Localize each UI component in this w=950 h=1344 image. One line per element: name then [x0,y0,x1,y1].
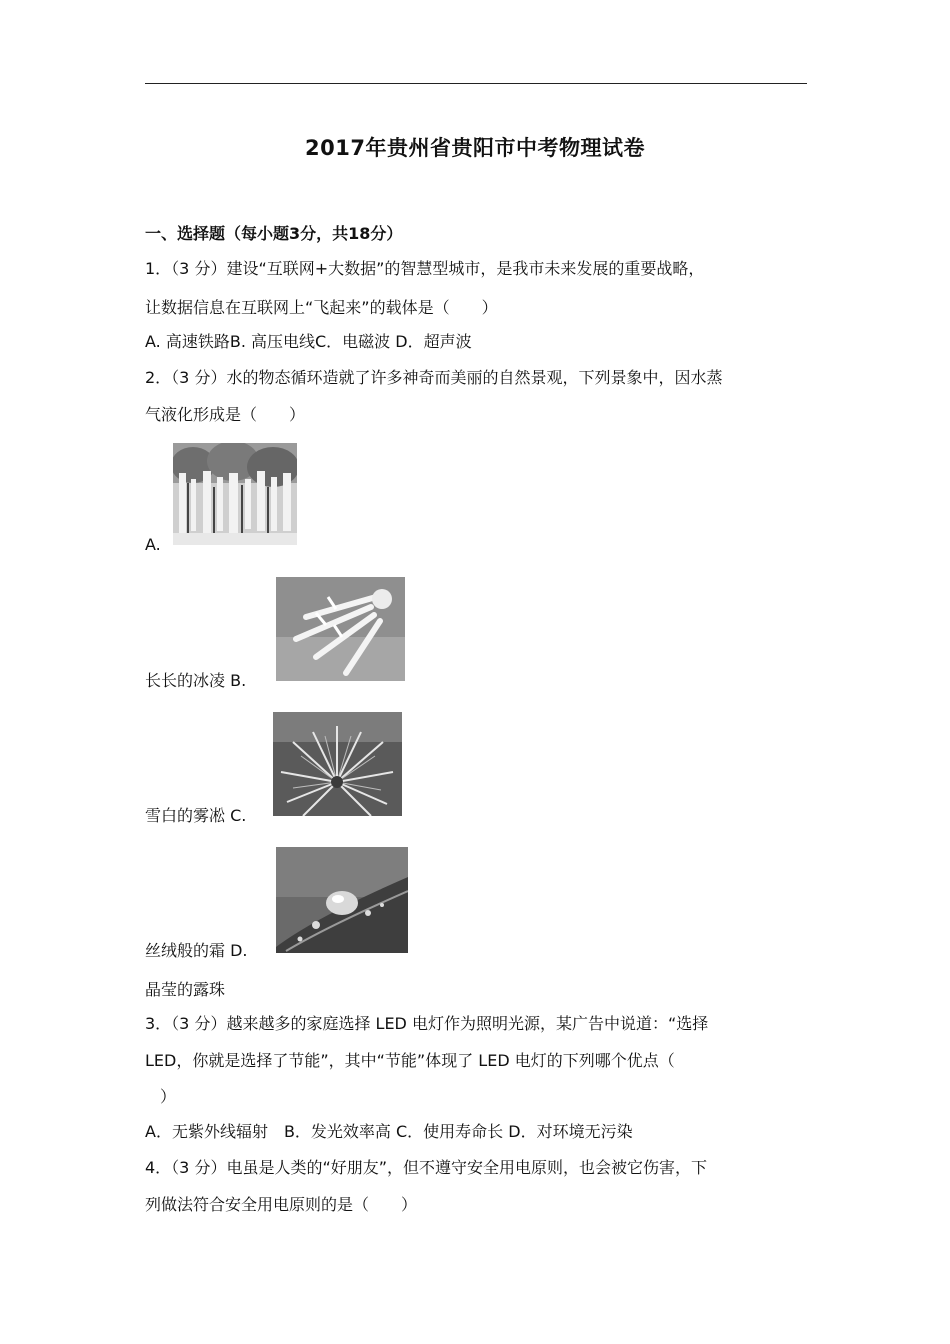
page-title: 2017年贵州省贵阳市中考物理试卷 [305,136,645,160]
q3-text-line1: 3．（3 分）越来越多的家庭选择 LED 电灯作为照明光源，某广告中说道：“选择 [145,1014,709,1033]
q2-option-d-caption: 晶莹的露珠 [145,980,226,999]
dew-photo [276,847,408,953]
q2-option-c-label: 雪白的雾凇 C. [145,806,247,825]
rime-photo [276,577,405,681]
q2-option-b-label: 长长的冰凌 B. [145,671,247,690]
q3-text-line2: LED，你就是选择了节能”，其中“节能”体现了 LED 电灯的下列哪个优点（ [145,1051,675,1070]
q1-text-line2: 让数据信息在互联网上“飞起来”的载体是（ ） [145,298,498,317]
q4-text-line1: 4．（3 分）电虽是人类的“好朋友”，但不遵守安全用电原则，也会被它伤害，下 [145,1158,708,1177]
q3-options: A．无紫外线辐射 B．发光效率高 C．使用寿命长 D．对环境无污染 [145,1122,633,1141]
q2-text-line2: 气液化形成是（ ） [145,405,306,424]
q3-text-line3: ） [160,1087,177,1106]
header-rule [145,83,807,84]
section-heading: 一、选择题（每小题3分，共18分） [145,224,403,243]
q2-option-d-label: 丝绒般的霜 D. [145,941,248,960]
q2-option-a-label: A. [145,535,161,554]
q2-text-line1: 2．（3 分）水的物态循环造就了许多神奇而美丽的自然景观，下列景象中，因水蒸 [145,368,723,387]
icicle-photo [173,443,297,545]
q1-options: A. 高速铁路B. 高压电线C．电磁波 D．超声波 [145,332,472,351]
q1-text-line1: 1．（3 分）建设“互联网+大数据”的智慧型城市，是我市未来发展的重要战略， [145,259,705,278]
q4-text-line2: 列做法符合安全用电原则的是（ ） [145,1195,418,1214]
frost-photo [273,712,402,816]
